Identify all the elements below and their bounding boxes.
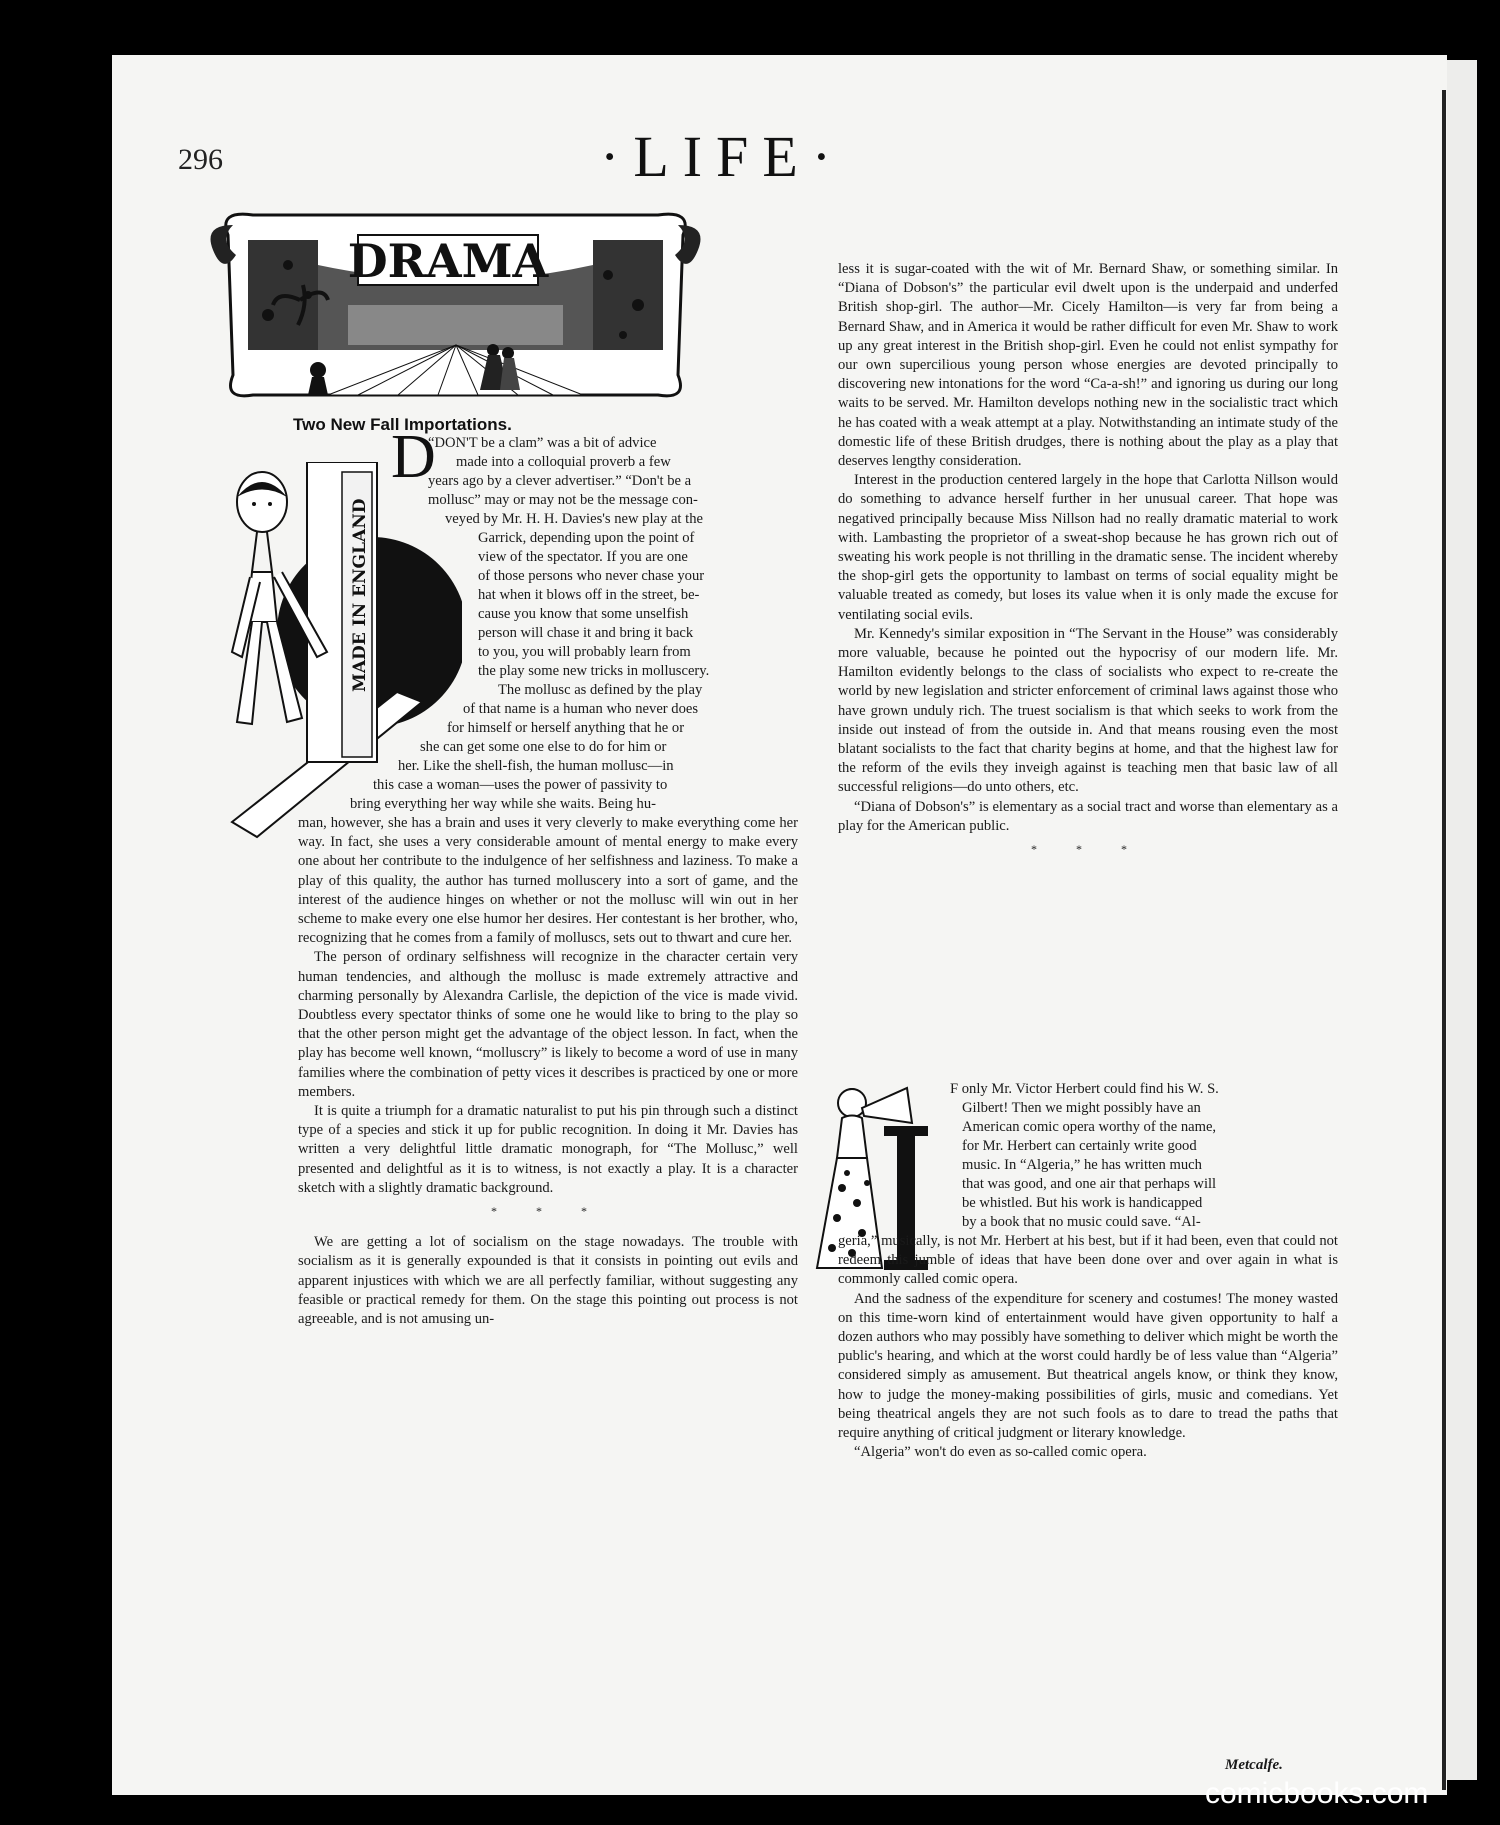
col1-paragraph-3: It is quite a triumph for a dramatic naturalist to put his pin through such a distinct type of a species and stick it up for public recognition. In doing it Mr. Davies has written a very delightful little dramatic monograph, for “The Mollusc,” well presented and delightful as it is to witness, is not exactly a play. It is a character sketch with a slightly dramatic background. <box>298 1103 798 1196</box>
col1-line: years ago by a clever advertiser.” “Don't be a <box>428 473 692 489</box>
col2-paragraph-4: “Diana of Dobson's” is elementary as a social tract and worse than elementary as a play for the American public. <box>838 798 1338 834</box>
col2-line: American comic opera worthy of the name, <box>962 1119 1217 1135</box>
col1-paragraph-1-rest: man, however, she has a brain and uses it very cleverly to make everything come her way. In fact, she uses a very considerable amount of mental energy to make every one about her contribute to the indulgence of her selfishness and laziness. To make a play of this quality, the author has turned molluscery into a sort of game, and the interest of the audience hinges on whether or not the mollusc will win out in her scheme to make every one else humor her desires. Her contestant is her brother, who, recognizing that he comes from a family of molluscs, sets out to thwart and cure her. <box>298 815 798 947</box>
col2-line: F only Mr. Victor Herbert could find his W. S. <box>950 1081 1219 1097</box>
made-in-england-label: MADE IN ENGLAND <box>350 498 370 692</box>
col1-line: her. Like the shell-fish, the human mollusc—in <box>398 758 674 774</box>
section-divider-stars: * * * <box>491 1204 605 1219</box>
facing-page-edge <box>1447 60 1477 1780</box>
article-subheading: Two New Fall Importations. <box>293 415 512 434</box>
col1-line: of those persons who never chase your <box>478 568 705 584</box>
col1-line: The mollusc as defined by the play <box>498 682 703 698</box>
col1-line: for himself or herself anything that he or <box>447 720 685 736</box>
magazine-title: ·LIFE· <box>600 124 846 189</box>
col1-line: the play some new tricks in molluscery. <box>478 663 710 679</box>
col1-paragraph-2: The person of ordinary selfishness will recognize in the character certain very human tendencies, and although the mollusc is made extremely attractive and charming personally by Alexandra Carlisle, the depiction of the vice is made vivid. Doubtless every spectator thinks of some one he would like to bring to the play so that the other person might get the advantage of the object lesson. In fact, when the play has become well known, “molluscry” is likely to become a word of use in many families where the combination of petty vices it describes is practiced by one or more members. <box>298 949 798 1100</box>
col2-line: be whistled. But his work is handicapped <box>962 1195 1203 1211</box>
col2-paragraph-2: Interest in the production centered largely in the hope that Carlotta Nillson would do something to advance herself further in her unusual career. That hope was negatived principally because Miss Nillson had no really dramatic material to work with. Lambasting the proprietor of a sweat-shop because he has grown rich out of sweating his work people is not thrilling in the dramatic sense. The incident whereby the shop-girl gets the opportunity to lambast on terms of social equality might be valuable treated as comedy, but loses its value when it is only made the excuse for ventilating social evils. <box>838 472 1338 623</box>
col1-line: bring everything her way while she waits. Being hu- <box>350 796 656 812</box>
col1-line: of that name is a human who never does <box>463 701 699 717</box>
col2-paragraph-7: “Algeria” won't do even as so-called comic opera. <box>854 1444 1147 1461</box>
col1-paragraph-4: We are getting a lot of socialism on the stage nowadays. The trouble with socialism as it is generally expounded is that it consists in pointing out evils and apparent injustices with which we are all perfectly familiar, without suggesting any feasible or practical remedy for them. On the stage this pointing out process is not agreeable, and is not amusing un- <box>298 1234 798 1328</box>
col1-line: Garrick, depending upon the point of <box>478 530 695 546</box>
col1-line: to you, you will probably learn from <box>478 644 691 660</box>
article-column-2 <box>838 260 1338 863</box>
col1-line: view of the spectator. If you are one <box>478 549 688 565</box>
col1-line: she can get some one else to do for him or <box>420 739 667 755</box>
page-gutter <box>1442 90 1446 1790</box>
source-watermark: comicbooks.com <box>1205 1777 1429 1810</box>
col1-line: cause you know that some unselfish <box>478 606 689 622</box>
col1-line: hat when it blows off in the street, be- <box>478 587 700 603</box>
banner-title: DRAMA <box>347 234 549 288</box>
col1-line: made into a colloquial proverb a few <box>456 454 671 470</box>
page-number: 296 <box>178 143 223 176</box>
col2-line: for Mr. Herbert can certainly write good <box>962 1138 1197 1154</box>
col1-line: this case a woman—uses the power of passivity to <box>373 777 668 793</box>
col2-line: music. In “Algeria,” he has written much <box>962 1157 1202 1173</box>
col2-paragraph-6: And the sadness of the expenditure for scenery and costumes! The money wasted on this time-worn kind of entertainment would have given opportunity to half a dozen authors who may possibly have something to deliver which might be worth the public's hearing, and which at the worst could hardly be of less value than “Algeria” considered simply as amusement. But theatrical angels know, or think they know, how to judge the money-making possibilities of girls, music and comedians. Yet being theatrical angels they are not such fools as to dare to tread the paths that require anything of critical judgment or literary knowledge. <box>838 1290 1338 1442</box>
col1-line: person will chase it and bring it back <box>478 625 694 641</box>
col1-line: veyed by Mr. H. H. Davies's new play at the <box>445 511 703 527</box>
col1-line: “DON'T be a clam” was a bit of advice <box>428 435 657 451</box>
author-signature: Metcalfe. <box>1225 1757 1283 1773</box>
col2-line: by a book that no music could save. “Al- <box>962 1214 1201 1230</box>
col2-paragraph-5-rest: geria,” musically, is not Mr. Herbert at his best, but if it had been, even that could not redeem this jumble of ideas that have been done over and over again in what is commonly called comic opera. <box>838 1233 1338 1288</box>
drama-banner-illustration <box>208 205 703 405</box>
drop-cap-d: D <box>391 423 436 491</box>
col2-paragraph-3: Mr. Kennedy's similar exposition in “The Servant in the House” was considerably more valuable, because he pointed out the hypocrisy of our modern life. Mr. Hamilton evidently belongs to the class of socialists who expect to re-create the world by new legislation and stricter enforcement of criminal laws against those who have grown unduly rich. The truest socialism is that which seeks to work from the inside out instead of from the outside in. And that means rousing even the most blatant socialists to the fact that charity begins at home, and that the highest law for the reform of the evils they inveigh against is teaching men that basic law of all successful religions—do unto others, etc. <box>838 625 1338 796</box>
col2-line: that was good, and one air that perhaps will <box>962 1176 1217 1192</box>
col2-line: Gilbert! Then we might possibly have an <box>962 1100 1201 1116</box>
section-divider-stars: * * * <box>1031 842 1145 857</box>
article-column-1 <box>298 814 798 1329</box>
col2-paragraph-1: less it is sugar-coated with the wit of Mr. Bernard Shaw, or something similar. In “Diana of Dobson's” the particular evil dwelt upon is the underpaid and underfed British shop-girl. The author—Mr. Cicely Hamilton—is very far from being a Bernard Shaw, and in America it would be rather difficult for even Mr. Shaw to work up any great interest in the British shop-girl. Even he could not enlist sympathy for our own supercilious young person whose energies are devoted principally to discovering new intonations for the word “Ca-a-sh!” and ignoring us during our long waits to be served. Mr. Hamilton develops nothing new in the socialistic tract which he has coated with a weak attempt at a play. Notwithstanding an intimate study of the domestic life of these British drudges, there is nothing about the play as a play that deserves lengthy consideration. <box>838 261 1338 470</box>
article-column-2-continued <box>838 1232 1338 1462</box>
col1-line: mollusc” may or may not be the message con- <box>428 492 698 508</box>
